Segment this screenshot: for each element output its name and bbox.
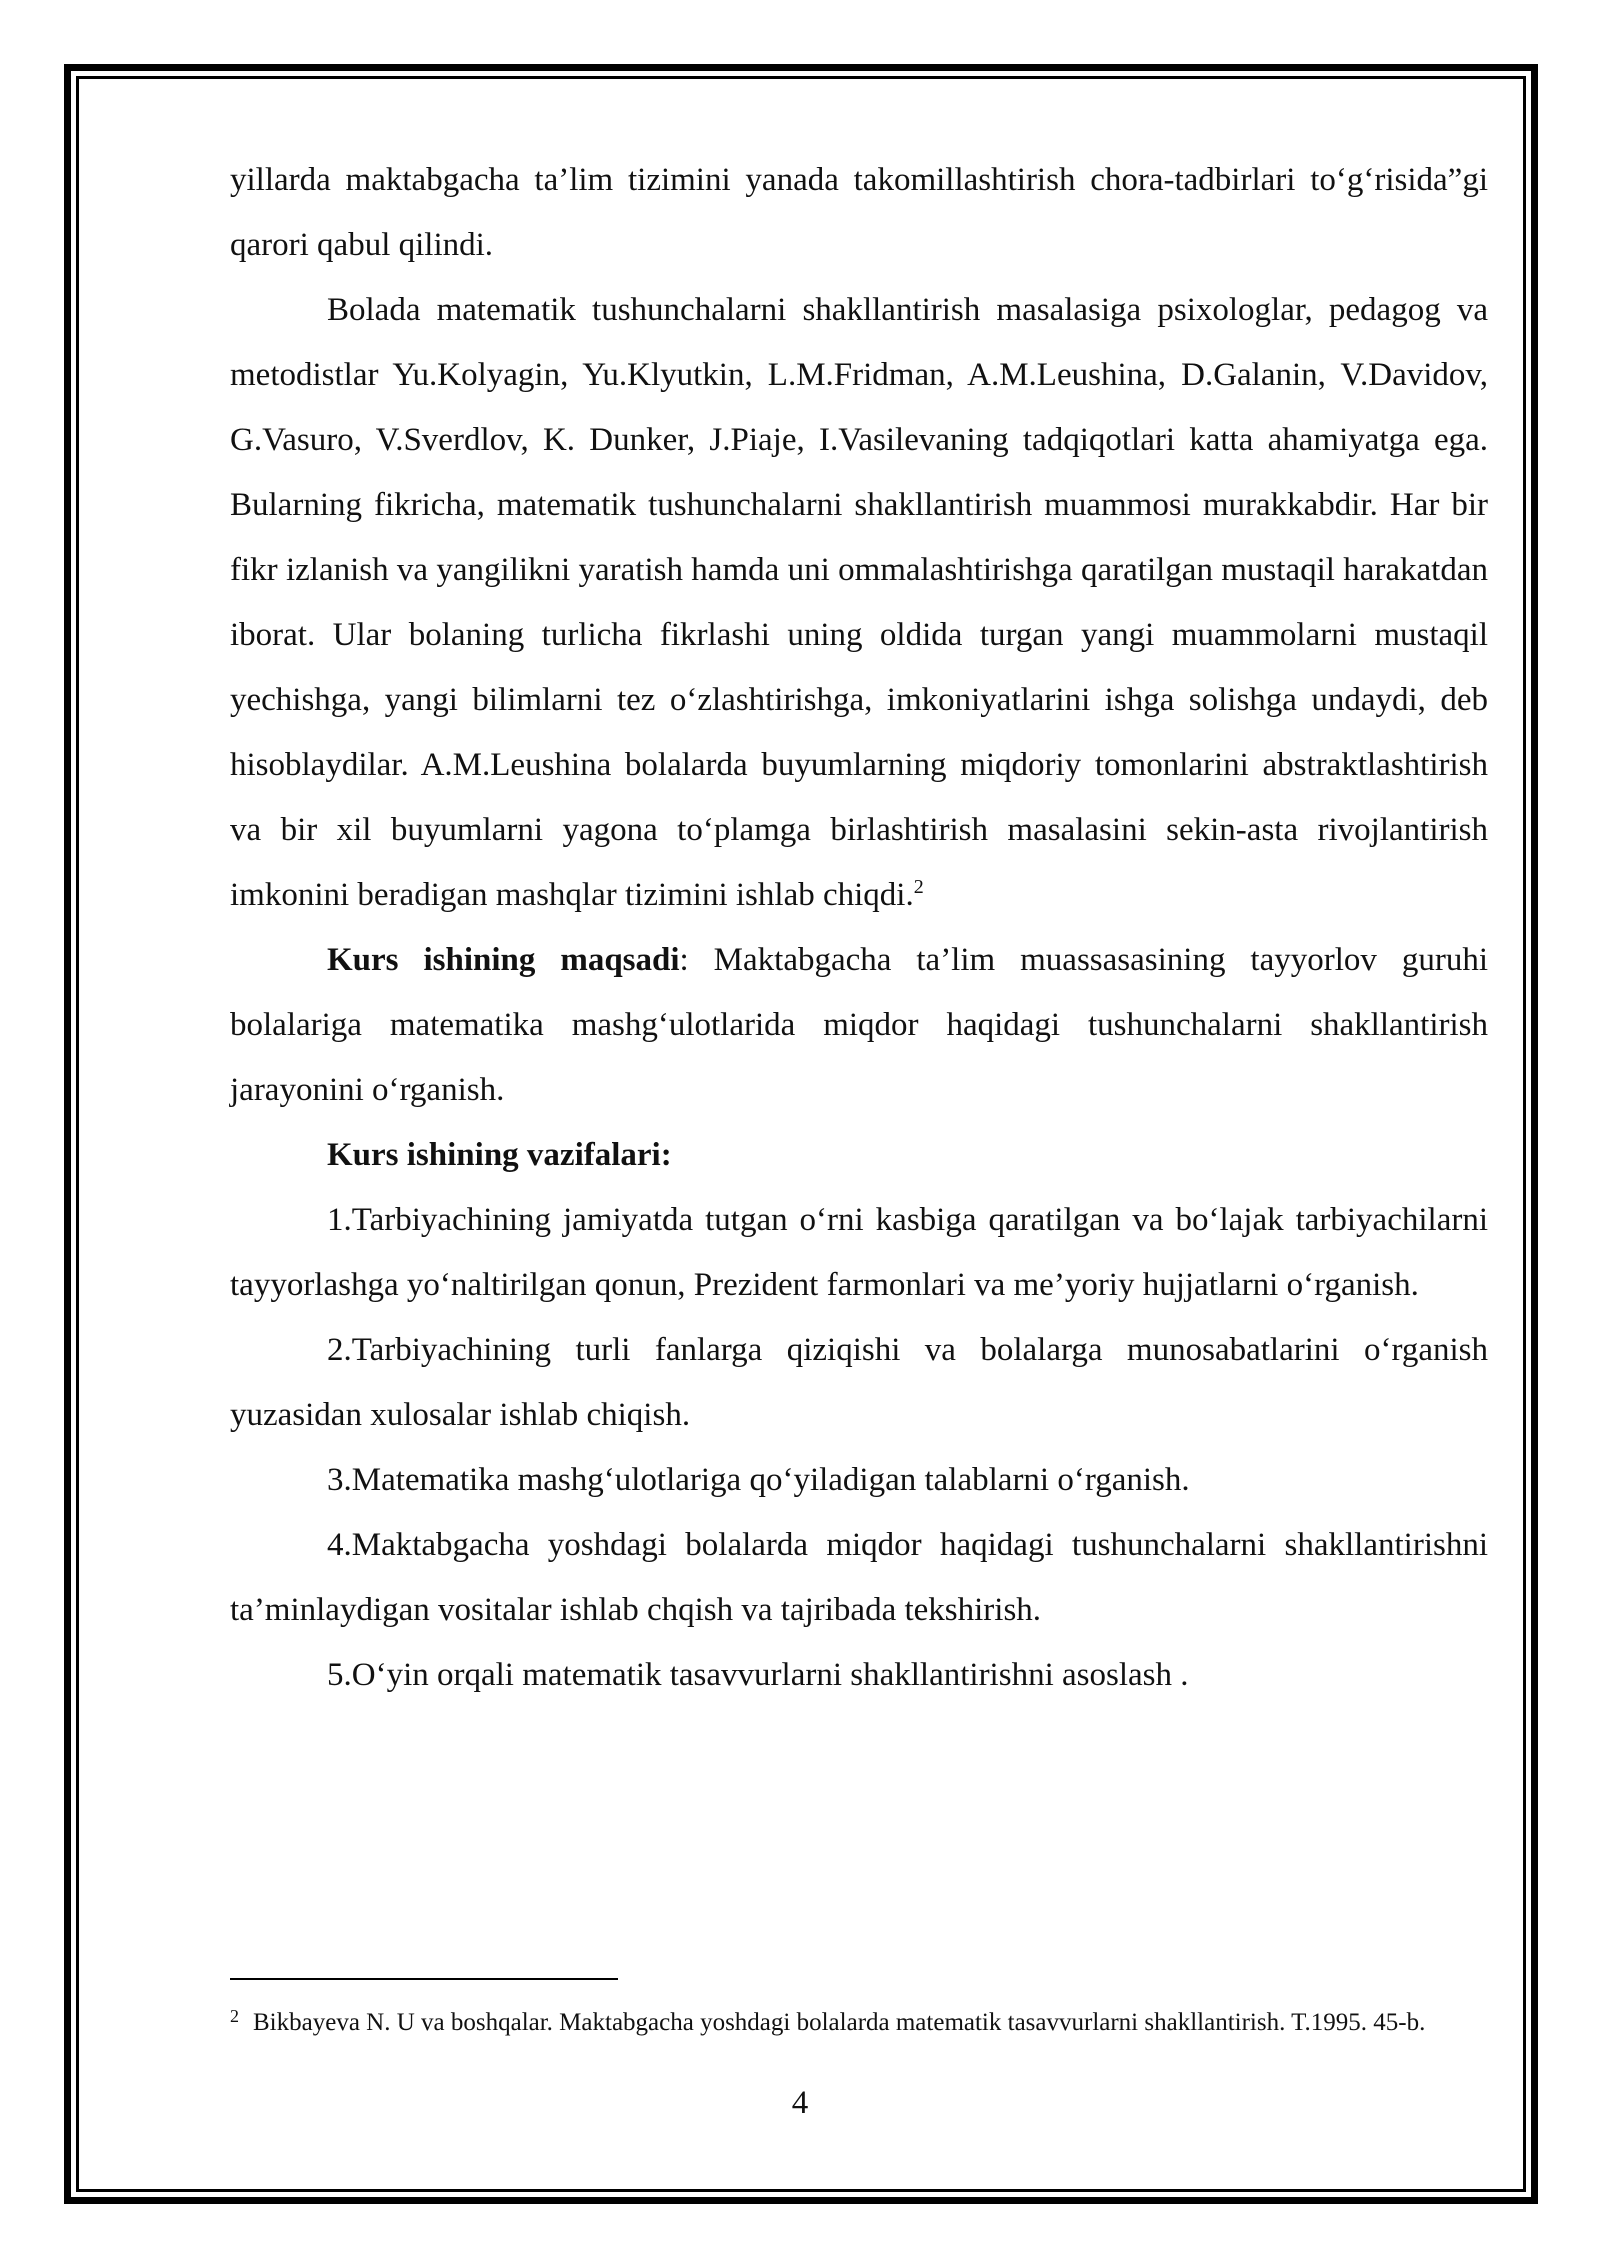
- task-item: 3.Matematika mashg‘ulotlariga qo‘yiladigan talablarni o‘rganish.: [327, 1462, 1190, 1498]
- task-item: 1.Tarbiyachining jamiyatda tutgan o‘rni kasbiga qaratilgan va bo‘lajak tarbiyachilarni tayyorlashga yo‘naltirilgan qonun, Prezident farmonlari va me’yoriy hujjatlarni o‘rganish.: [230, 1202, 1488, 1303]
- footnote-reference[interactable]: 2: [913, 876, 924, 898]
- task-item: 2.Tarbiyachining turli fanlarga qiziqishi va bolalarga munosabatlarini o‘rganish yuzasidan xulosalar ishlab chiqish.: [230, 1332, 1488, 1433]
- tasks-heading: Kurs ishining vazifalari:: [327, 1137, 672, 1173]
- footnote-separator: [230, 1978, 618, 1980]
- page-number: 4: [791, 2085, 809, 2121]
- footnote: [230, 1995, 1488, 2050]
- paragraph-continuation: yillarda maktabgacha ta’lim tizimini yanada takomillashtirish chora-tadbirlari to‘g‘risida”gi qarori qabul qilindi.: [230, 162, 1488, 263]
- paragraph-researchers-text: Bolada matematik tushunchalarni shakllantirish masalasiga psixologlar, pedagog va metodistlar Yu.Kolyagin, Yu.Klyutkin, L.M.Fridman, A.M.Leushina, D.Galanin, V.Davidov, G.Vasuro, V.Sverdlov, K. Dunker, J.Piaje, I.Vasilevaning tadqiqotlari katta ahamiyatga ega. Bularning fikricha, matematik tushunchalarni shakllantirish muammosi murakkabdir. Har bir fikr izlanish va yangilikni yaratish hamda uni ommalashtirishga qaratilgan mustaqil harakatdan iborat. Ular bolaning turlicha fikrlashi uning oldida turgan yangi muammolarni mustaqil yechishga, yangi bilimlarni tez o‘zlashtirishga, imkoniyatlarini ishga solishga undaydi, deb hisoblaydilar. A.M.Leushina bolalarda buyumlarning miqdoriy tomonlarini abstraktlashtirish va bir xil buyumlarni yagona to‘plamga birlashtirish masalasini sekin-asta rivojlantirish imkonini beradigan mashqlar tizimini ishlab chiqdi.: [230, 292, 1488, 913]
- document-body: [230, 148, 1488, 1708]
- footnote-number: 2: [230, 2006, 239, 2026]
- task-item: 4.Maktabgacha yoshdagi bolalarda miqdor haqidagi tushunchalarni shakllantirishni ta’minlaydigan vositalar ishlab chqish va tajribada tekshirish.: [230, 1527, 1488, 1628]
- paragraph-researchers: [230, 278, 1488, 928]
- footnote-text: Bikbayeva N. U va boshqalar. Maktabgacha yoshdagi bolalarda matematik tasavvurlarni shakllantirish. T.1995. 45-b.: [253, 2009, 1426, 2036]
- goal-label: Kurs ishining maqsadi: [327, 942, 680, 978]
- task-item: 5.O‘yin orqali matematik tasavvurlarni shakllantirishni asoslash .: [327, 1657, 1189, 1693]
- paragraph-goal: [230, 928, 1488, 1123]
- goal-text: : Maktabgacha ta’lim muassasasining tayyorlov guruhi bolalariga matematika mashg‘ulotlarida miqdor haqidagi tushunchalarni shakllantirish jarayonini o‘rganish.: [230, 942, 1489, 1108]
